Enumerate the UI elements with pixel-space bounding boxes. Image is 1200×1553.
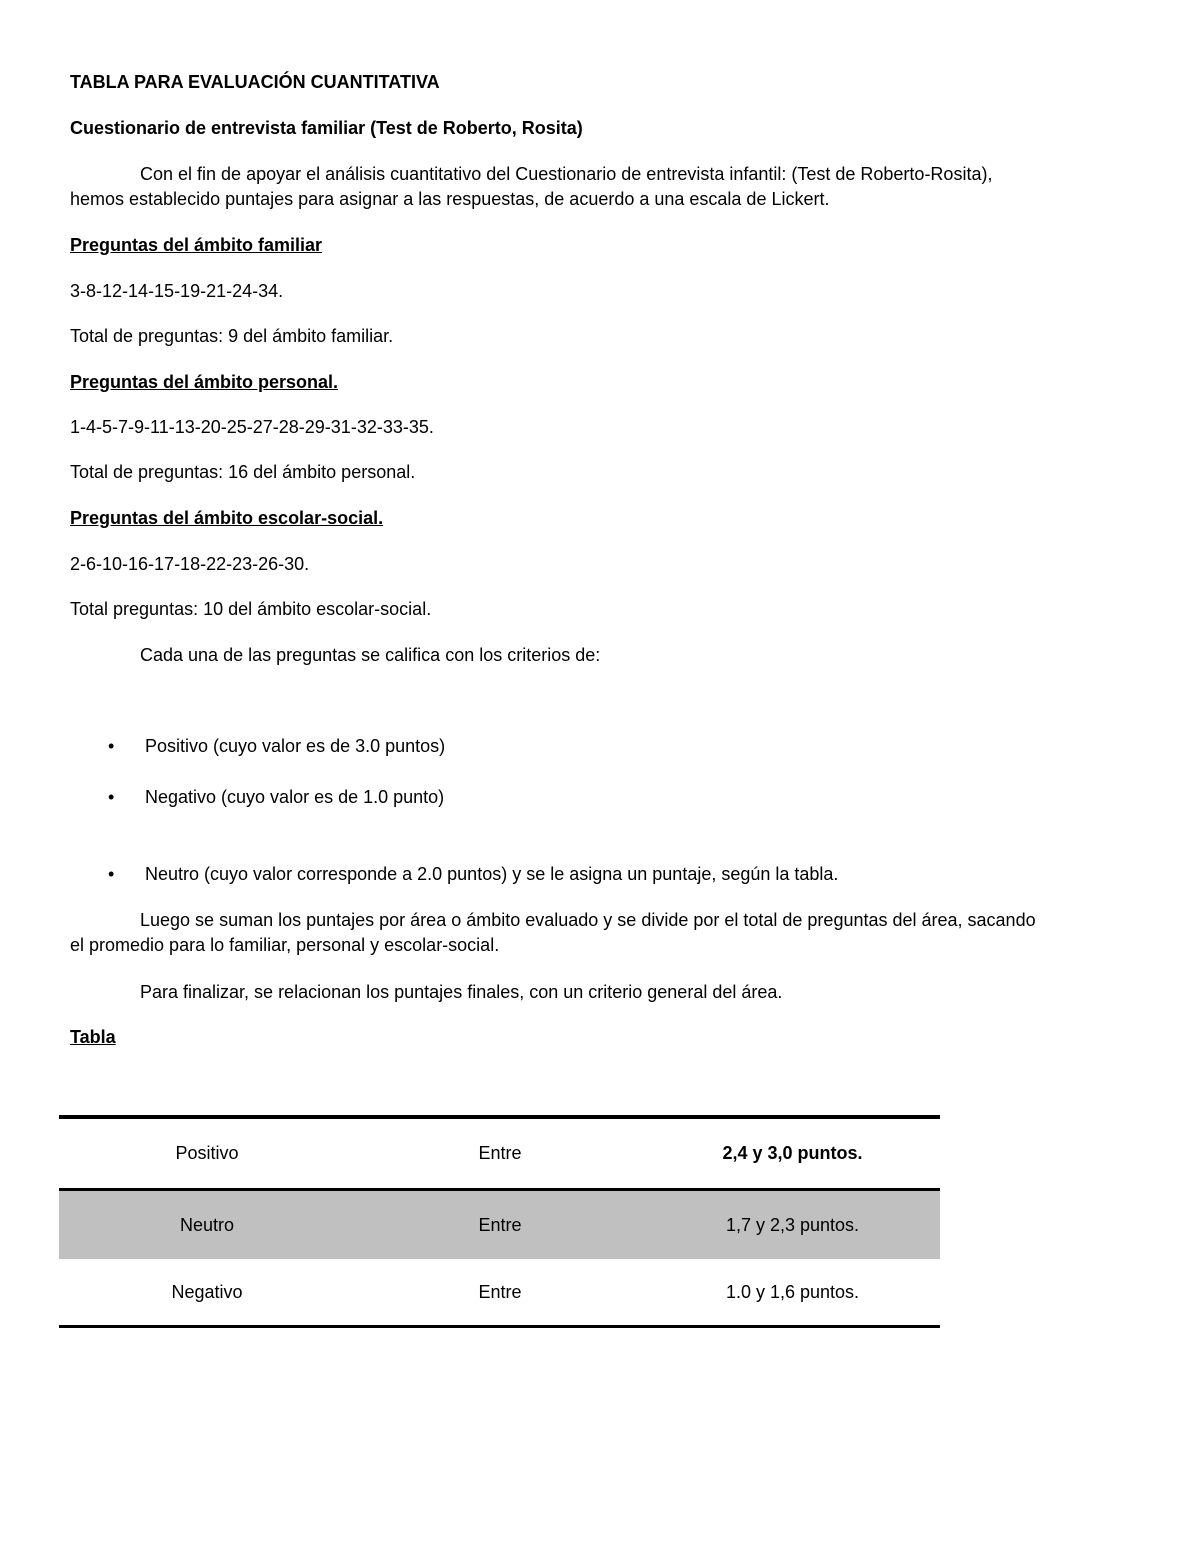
section-total-escolar-social: Total preguntas: 10 del ámbito escolar-social. [70,599,432,619]
bullet-text-positivo: Positivo (cuyo valor es de 3.0 puntos) [145,736,446,756]
score-table [59,1115,940,1328]
document-title: TABLA PARA EVALUACIÓN CUANTITATIVA [70,72,440,92]
table-cell-rango: 2,4 y 3,0 puntos. [645,1117,940,1190]
criteria-intro: Cada una de las preguntas se califica con los criterios de: [140,645,601,665]
table-cell-criterio: Neutro [59,1190,355,1260]
table-cell-conector: Entre [355,1259,645,1327]
section-heading-personal: Preguntas del ámbito personal. [70,372,339,392]
bullet-text-neutro: Neutro (cuyo valor corresponde a 2.0 puntos) y se le asigna un puntaje, según la tabla. [145,864,839,884]
section-questions-personal: 1-4-5-7-9-11-13-20-25-27-28-29-31-32-33-35. [70,417,434,437]
section-total-familiar: Total de preguntas: 9 del ámbito familiar. [70,326,394,346]
table-heading: Tabla [70,1027,116,1047]
section-questions-familiar: 3-8-12-14-15-19-21-24-34. [70,281,284,301]
section-heading-escolar-social: Preguntas del ámbito escolar-social. [70,508,384,528]
section-heading-familiar: Preguntas del ámbito familiar [70,235,323,255]
table-cell-conector: Entre [355,1190,645,1260]
section-total-personal: Total de preguntas: 16 del ámbito personal. [70,462,416,482]
section-questions-escolar-social: 2-6-10-16-17-18-22-23-26-30. [70,554,310,574]
intro-paragraph-line-2: hemos establecido puntajes para asignar a las respuestas, de acuerdo a una escala de Lickert. [70,189,830,209]
document-subtitle: Cuestionario de entrevista familiar (Test de Roberto, Rosita) [70,118,583,138]
table-cell-criterio: Negativo [59,1259,355,1327]
table-cell-rango: 1,7 y 2,3 puntos. [645,1190,940,1260]
table-cell-criterio: Positivo [59,1117,355,1190]
bullet-icon: • [108,787,115,807]
table-row [59,1190,940,1260]
paragraph-3: Para finalizar, se relacionan los puntajes finales, con un criterio general del área. [140,982,783,1002]
table-cell-rango: 1.0 y 1,6 puntos. [645,1259,940,1327]
list-item [108,861,838,887]
bullet-icon: • [108,736,115,756]
bullet-icon: • [108,864,115,884]
bullet-text-negativo: Negativo (cuyo valor es de 1.0 punto) [145,787,445,807]
paragraph-2-line-2: el promedio para lo familiar, personal y escolar-social. [70,935,500,955]
table-row [59,1259,940,1327]
table-cell-conector: Entre [355,1117,645,1190]
list-item [108,733,445,759]
list-item [108,784,444,810]
intro-paragraph-line-1: Con el fin de apoyar el análisis cuantitativo del Cuestionario de entrevista infantil: (Test de Roberto-Rosita), [140,164,993,184]
paragraph-2-line-1: Luego se suman los puntajes por área o ámbito evaluado y se divide por el total de preguntas del área, sacando [140,910,1036,930]
table-row [59,1117,940,1190]
